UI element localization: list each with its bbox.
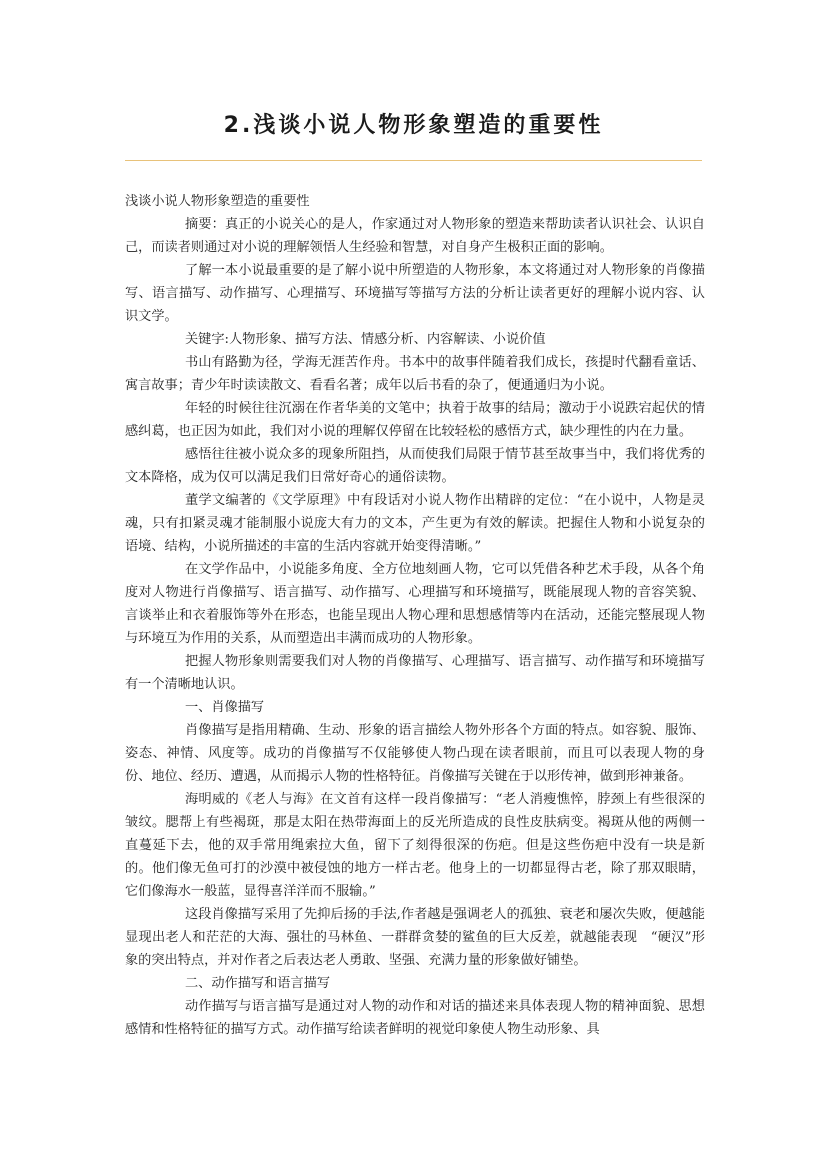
paragraph: 一、肖像描写: [185, 700, 265, 715]
paragraph: 了解一本小说最重要的是了解小说中所塑造的人物形象，本文将通过对人物形象的肖像描写、语言描写、动作描写、心理描写、环境描写等描写方法的分析让读者更好的理解小说内容、认识文学。: [125, 263, 705, 324]
paragraph: 动作描写与语言描写是通过对人物的动作和对话的描述来具体表现人物的精神面貌、思想感情和性格特征的描写方式。动作描写给读者鲜明的视觉印象使人物生动形象、具: [125, 999, 705, 1037]
paragraph: 这段肖像描写采用了先抑后扬的手法,作者越是强调老人的孤独、衰老和屡次失败，便越能显现出老人和茫茫的大海、强壮的马林鱼、一群群贪婪的鲨鱼的巨大反差，就越能表现 “硬汉”形象的突出特点，并对作者之后表达老人勇敢、坚强、充满力量的形象做好铺垫。: [125, 907, 705, 968]
title-divider: [125, 160, 702, 161]
paragraph: 海明威的《老人与海》在文首有这样一段肖像描写：“老人消瘦憔悴，脖颈上有些很深的皱纹。腮帮上有些褐斑，那是太阳在热带海面上的反光所造成的良性皮肤病变。褐斑从他的两侧一直蔓延下去，他的双手常用绳索拉大鱼，留下了刻得很深的伤疤。但是这些伤疤中没有一块是新的。他们像无鱼可打的沙漠中被侵蚀的地方一样古老。他身上的一切都显得古老，除了那双眼睛，它们像海水一般蓝，显得喜洋洋而不服输。”: [125, 792, 705, 899]
paragraph: 把握人物形象则需要我们对人物的肖像描写、心理描写、语言描写、动作描写和环境描写有一个清晰地认识。: [125, 654, 705, 692]
paragraph: 感悟往往被小说众多的现象所阻挡，从而使我们局限于情节甚至故事当中，我们将优秀的文本降格，成为仅可以满足我们日常好奇心的通俗读物。: [125, 447, 705, 485]
document-body: [125, 190, 705, 1041]
paragraph: 年轻的时候往往沉溺在作者华美的文笔中；执着于故事的结局；激动于小说跌宕起伏的情感纠葛，也正因为如此，我们对小说的理解仅停留在比较轻松的感悟方式，缺少理性的内在力量。: [125, 401, 705, 439]
paragraph: 二、动作描写和语言描写: [185, 976, 331, 991]
paragraph: 关键字:人物形象、描写方法、情感分析、内容解读、小说价值: [185, 332, 546, 347]
paragraph: 摘要：真正的小说关心的是人，作家通过对人物形象的塑造来帮助读者认识社会、认识自己，而读者则通过对小说的理解领悟人生经验和智慧，对自身产生极积正面的影响。: [125, 217, 705, 255]
paragraph: 浅谈小说人物形象塑造的重要性: [125, 194, 310, 209]
paragraph: 在文学作品中，小说能多角度、全方位地刻画人物，它可以凭借各种艺术手段，从各个角度对人物进行肖像描写、语言描写、动作描写、心理描写和环境描写，既能展现人物的音容笑貌、言谈举止和衣着服饰等外在形态，也能呈现出人物心理和思想感情等内在活动，还能完整展现人物与环境互为作用的关系，从而塑造出丰满而成功的人物形象。: [125, 562, 705, 646]
paragraph: 书山有路勤为径，学海无涯苦作舟。书本中的故事伴随着我们成长，孩提时代翻看童话、寓言故事；青少年时读读散文、看看名著；成年以后书看的杂了，便通通归为小说。: [125, 355, 705, 393]
paragraph: 董学文编著的《文学原理》中有段话对小说人物作出精辟的定位：“在小说中，人物是灵魂，只有扣紧灵魂才能制服小说庞大有力的文本，产生更为有效的解读。把握住人物和小说复杂的语境、结构，小说所描述的丰富的生活内容就开始变得清晰。”: [125, 493, 705, 554]
page-title: 2.浅谈小说人物形象塑造的重要性: [223, 113, 604, 138]
paragraph: 肖像描写是指用精确、生动、形象的语言描绘人物外形各个方面的特点。如容貌、服饰、姿态、神情、风度等。成功的肖像描写不仅能够使人物凸现在读者眼前，而且可以表现人物的身份、地位、经历、遭遇，从而揭示人物的性格特征。肖像描写关键在于以形传神，做到形神兼备。: [125, 723, 705, 784]
